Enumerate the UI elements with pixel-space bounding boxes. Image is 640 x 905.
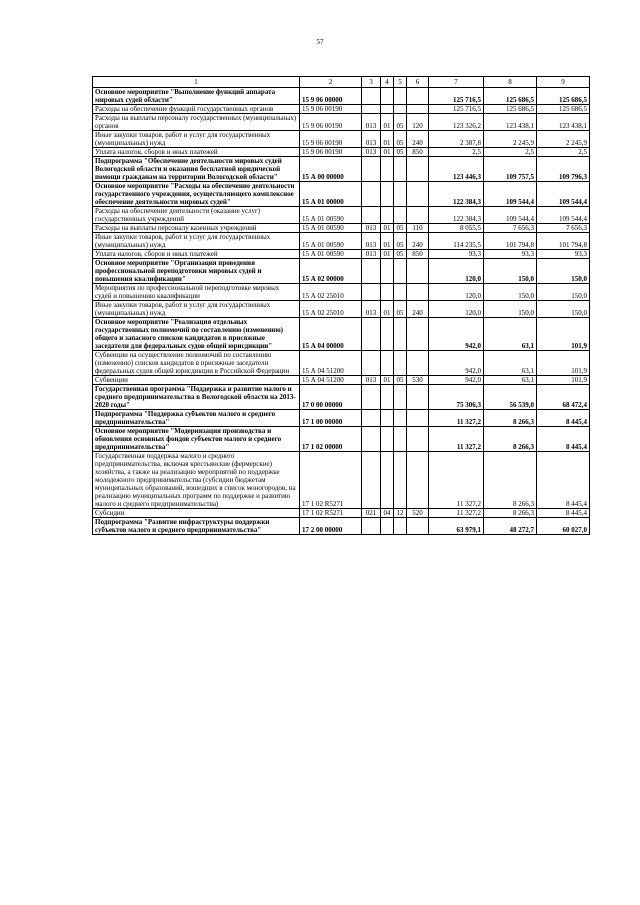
row-ministry-code bbox=[362, 182, 381, 207]
row-amount-col8: 7 656,3 bbox=[484, 224, 537, 233]
table-row bbox=[93, 427, 590, 452]
row-name: Субвенции на осуществление полномочий по составлению (изменению) списков кандидатов в присяжные заседатели федеральных судов общей юрисдикции в Российской Федерации bbox=[93, 351, 300, 376]
row-amount-col8: 2,5 bbox=[484, 148, 537, 157]
row-amount-col9: 109 544,4 bbox=[537, 182, 590, 207]
row-amount-col9: 93,3 bbox=[537, 250, 590, 259]
row-ministry-code bbox=[362, 318, 381, 351]
row-section-code: 01 bbox=[381, 301, 394, 318]
row-amount-col7: 114 235,5 bbox=[429, 233, 484, 250]
row-amount-col7: 942,0 bbox=[429, 376, 484, 385]
table-row bbox=[93, 105, 590, 114]
table-row bbox=[93, 284, 590, 301]
row-amount-col9: 150,0 bbox=[537, 259, 590, 284]
row-code: 15 А 04 00000 bbox=[300, 318, 362, 351]
row-expense-type-code bbox=[407, 518, 429, 535]
row-section-code: 01 bbox=[381, 376, 394, 385]
column-header: 4 bbox=[381, 77, 394, 88]
row-amount-col8: 109 757,5 bbox=[484, 157, 537, 182]
row-amount-col9: 125 686,5 bbox=[537, 88, 590, 105]
column-header: 5 bbox=[394, 77, 407, 88]
row-subsection-code bbox=[394, 351, 407, 376]
row-code: 15 9 06 00190 bbox=[300, 105, 362, 114]
row-code: 15 А 01 00590 bbox=[300, 250, 362, 259]
row-code: 15 А 01 00590 bbox=[300, 207, 362, 224]
row-amount-col9: 150,0 bbox=[537, 284, 590, 301]
row-name: Государственная поддержка малого и среднего предпринимательства, включая крестьянские (фермерские) хозяйства, а также на реализацию мероприятий по поддержке молодежного предпринимательства (субсидии бюджетам муниципальных образований, вошедших в список моногородов, на реализацию муниципальных программ по поддержке и развитию малого и среднего предпринимательства) bbox=[93, 452, 300, 509]
row-ministry-code bbox=[362, 259, 381, 284]
row-amount-col9: 8 445,4 bbox=[537, 410, 590, 427]
row-section-code bbox=[381, 284, 394, 301]
row-code: 15 А 04 51200 bbox=[300, 351, 362, 376]
row-code: 17 0 00 00000 bbox=[300, 385, 362, 410]
row-amount-col9: 123 438,1 bbox=[537, 114, 590, 131]
row-subsection-code bbox=[394, 427, 407, 452]
table-row bbox=[93, 157, 590, 182]
row-expense-type-code bbox=[407, 284, 429, 301]
row-expense-type-code bbox=[407, 182, 429, 207]
row-expense-type-code: 850 bbox=[407, 148, 429, 157]
row-code: 15 9 06 00190 bbox=[300, 114, 362, 131]
row-amount-col8: 2 245,9 bbox=[484, 131, 537, 148]
table-row bbox=[93, 376, 590, 385]
row-code: 15 А 02 25010 bbox=[300, 284, 362, 301]
row-expense-type-code: 850 bbox=[407, 250, 429, 259]
row-code: 17 1 02 00000 bbox=[300, 427, 362, 452]
row-amount-col9: 8 445,4 bbox=[537, 509, 590, 518]
table-row bbox=[93, 518, 590, 535]
row-subsection-code: 05 bbox=[394, 376, 407, 385]
row-ministry-code bbox=[362, 105, 381, 114]
row-amount-col9: 101,9 bbox=[537, 351, 590, 376]
row-name: Мероприятия по профессиональной переподготовке мировых судей и повышению квалификации bbox=[93, 284, 300, 301]
row-expense-type-code: 240 bbox=[407, 233, 429, 250]
column-header: 6 bbox=[407, 77, 429, 88]
row-section-code bbox=[381, 88, 394, 105]
row-amount-col7: 63 979,1 bbox=[429, 518, 484, 535]
row-subsection-code: 05 bbox=[394, 250, 407, 259]
row-amount-col7: 11 327,2 bbox=[429, 427, 484, 452]
row-amount-col7: 8 055,5 bbox=[429, 224, 484, 233]
row-code: 15 А 02 00000 bbox=[300, 259, 362, 284]
row-subsection-code bbox=[394, 284, 407, 301]
row-expense-type-code: 120 bbox=[407, 114, 429, 131]
row-name: Расходы на обеспечение деятельности (оказание услуг) государственных учреждений bbox=[93, 207, 300, 224]
row-amount-col8: 8 266,3 bbox=[484, 427, 537, 452]
row-amount-col7: 11 327,2 bbox=[429, 410, 484, 427]
row-code: 15 А 01 00590 bbox=[300, 224, 362, 233]
row-subsection-code: 12 bbox=[394, 509, 407, 518]
row-name: Субвенции bbox=[93, 376, 300, 385]
row-ministry-code bbox=[362, 207, 381, 224]
row-code: 17 2 00 00000 bbox=[300, 518, 362, 535]
row-amount-col9: 101,9 bbox=[537, 376, 590, 385]
row-name: Иные закупки товаров, работ и услуг для государственных (муниципальных) нужд bbox=[93, 233, 300, 250]
table-row bbox=[93, 351, 590, 376]
row-expense-type-code bbox=[407, 385, 429, 410]
row-ministry-code bbox=[362, 410, 381, 427]
row-name: Подпрограмма "Поддержка субъектов малого и среднего предпринимательства" bbox=[93, 410, 300, 427]
row-code: 15 А 00 00000 bbox=[300, 157, 362, 182]
row-amount-col9: 2,5 bbox=[537, 148, 590, 157]
row-ministry-code: 013 bbox=[362, 131, 381, 148]
column-header: 3 bbox=[362, 77, 381, 88]
row-amount-col8: 125 686,5 bbox=[484, 88, 537, 105]
row-section-code bbox=[381, 105, 394, 114]
row-code: 15 А 01 00000 bbox=[300, 182, 362, 207]
column-header: 2 bbox=[300, 77, 362, 88]
table-row bbox=[93, 385, 590, 410]
row-subsection-code: 05 bbox=[394, 301, 407, 318]
table-row bbox=[93, 509, 590, 518]
row-amount-col9: 150,0 bbox=[537, 301, 590, 318]
row-ministry-code: 013 bbox=[362, 148, 381, 157]
row-amount-col9: 109 544,4 bbox=[537, 207, 590, 224]
row-amount-col7: 2,5 bbox=[429, 148, 484, 157]
row-expense-type-code bbox=[407, 88, 429, 105]
row-amount-col8: 125 686,5 bbox=[484, 105, 537, 114]
row-section-code bbox=[381, 259, 394, 284]
row-expense-type-code bbox=[407, 207, 429, 224]
row-amount-col8: 56 539,0 bbox=[484, 385, 537, 410]
table-row bbox=[93, 148, 590, 157]
row-name: Основное мероприятие "Организация проведения профессиональной переподготовки мировых судей и повышения квалификации" bbox=[93, 259, 300, 284]
row-amount-col7: 123 326,2 bbox=[429, 114, 484, 131]
row-name: Иные закупки товаров, работ и услуг для государственных (муниципальных) нужд bbox=[93, 131, 300, 148]
row-expense-type-code: 520 bbox=[407, 509, 429, 518]
table-row bbox=[93, 88, 590, 105]
row-name: Основное мероприятие "Выполнение функций аппарата мировых судей области" bbox=[93, 88, 300, 105]
row-amount-col8: 150,0 bbox=[484, 284, 537, 301]
row-name: Уплата налогов, сборов и иных платежей bbox=[93, 250, 300, 259]
row-section-code: 01 bbox=[381, 131, 394, 148]
row-name: Расходы на выплаты персоналу государственных (муниципальных) органов bbox=[93, 114, 300, 131]
row-subsection-code: 05 bbox=[394, 114, 407, 131]
table-row bbox=[93, 233, 590, 250]
row-code: 15 А 01 00590 bbox=[300, 233, 362, 250]
table-row bbox=[93, 224, 590, 233]
row-amount-col7: 122 384,3 bbox=[429, 207, 484, 224]
table-row bbox=[93, 114, 590, 131]
row-section-code bbox=[381, 452, 394, 509]
row-ministry-code bbox=[362, 452, 381, 509]
table-row bbox=[93, 410, 590, 427]
table-body bbox=[93, 88, 590, 535]
row-amount-col9: 125 686,5 bbox=[537, 105, 590, 114]
row-name: Подпрограмма "Обеспечение деятельности мировых судей Вологодской области и оказания бесплатной юридической помощи гражданам на территории Вологодской области" bbox=[93, 157, 300, 182]
row-subsection-code bbox=[394, 385, 407, 410]
row-code: 15 А 04 51200 bbox=[300, 376, 362, 385]
row-ministry-code: 013 bbox=[362, 250, 381, 259]
row-code: 17 1 00 00000 bbox=[300, 410, 362, 427]
row-subsection-code: 05 bbox=[394, 224, 407, 233]
row-amount-col8: 8 266,3 bbox=[484, 509, 537, 518]
row-amount-col8: 63,1 bbox=[484, 376, 537, 385]
row-subsection-code bbox=[394, 157, 407, 182]
row-amount-col8: 109 544,4 bbox=[484, 207, 537, 224]
row-name: Иные закупки товаров, работ и услуг для государственных (муниципальных) нужд bbox=[93, 301, 300, 318]
row-amount-col7: 125 716,5 bbox=[429, 88, 484, 105]
row-expense-type-code bbox=[407, 351, 429, 376]
row-section-code: 01 bbox=[381, 233, 394, 250]
row-ministry-code bbox=[362, 88, 381, 105]
column-header: 7 bbox=[429, 77, 484, 88]
row-section-code: 01 bbox=[381, 148, 394, 157]
row-name: Субсидии bbox=[93, 509, 300, 518]
page-number: 57 bbox=[316, 38, 324, 46]
row-name: Расходы на обеспечение функций государственных органов bbox=[93, 105, 300, 114]
row-section-code bbox=[381, 318, 394, 351]
row-amount-col8: 93,3 bbox=[484, 250, 537, 259]
row-expense-type-code: 530 bbox=[407, 376, 429, 385]
row-ministry-code: 013 bbox=[362, 376, 381, 385]
row-name: Основное мероприятие "Расходы на обеспечение деятельности государственного учреждения, осуществляющего комплексное обеспечение деятельности мировых судей" bbox=[93, 182, 300, 207]
row-expense-type-code bbox=[407, 427, 429, 452]
row-ministry-code bbox=[362, 385, 381, 410]
row-section-code bbox=[381, 410, 394, 427]
row-section-code: 04 bbox=[381, 509, 394, 518]
row-section-code bbox=[381, 427, 394, 452]
row-amount-col8: 150,0 bbox=[484, 259, 537, 284]
row-amount-col7: 120,0 bbox=[429, 284, 484, 301]
table-row bbox=[93, 301, 590, 318]
table-row bbox=[93, 318, 590, 351]
row-amount-col7: 2 387,8 bbox=[429, 131, 484, 148]
row-section-code: 01 bbox=[381, 250, 394, 259]
row-amount-col7: 11 327,2 bbox=[429, 509, 484, 518]
row-amount-col8: 63,1 bbox=[484, 318, 537, 351]
row-subsection-code bbox=[394, 105, 407, 114]
row-amount-col7: 120,0 bbox=[429, 259, 484, 284]
row-name: Основное мероприятие "Модернизация производства и обновления основных фондов субъектов малого и среднего предпринимательства" bbox=[93, 427, 300, 452]
row-amount-col8: 123 438,1 bbox=[484, 114, 537, 131]
row-ministry-code: 013 bbox=[362, 224, 381, 233]
row-section-code bbox=[381, 157, 394, 182]
row-amount-col8: 150,0 bbox=[484, 301, 537, 318]
row-name: Основное мероприятие "Реализация отдельных государственных полномочий по составлению (изменению) общего и запасного списков кандидатов в присяжные заседатели для федеральных судов общей юрисдикции" bbox=[93, 318, 300, 351]
row-amount-col9: 7 656,3 bbox=[537, 224, 590, 233]
row-subsection-code bbox=[394, 207, 407, 224]
row-amount-col7: 93,3 bbox=[429, 250, 484, 259]
row-section-code bbox=[381, 182, 394, 207]
row-amount-col9: 8 445,4 bbox=[537, 427, 590, 452]
row-ministry-code: 013 bbox=[362, 301, 381, 318]
table-row bbox=[93, 131, 590, 148]
table-row bbox=[93, 182, 590, 207]
row-ministry-code: 013 bbox=[362, 233, 381, 250]
row-section-code bbox=[381, 385, 394, 410]
row-amount-col8: 48 272,7 bbox=[484, 518, 537, 535]
row-subsection-code bbox=[394, 318, 407, 351]
row-name: Уплата налогов, сборов и иных платежей bbox=[93, 148, 300, 157]
budget-table bbox=[92, 76, 590, 535]
row-amount-col9: 109 796,3 bbox=[537, 157, 590, 182]
row-subsection-code bbox=[394, 452, 407, 509]
row-code: 17 1 02 R5271 bbox=[300, 452, 362, 509]
row-subsection-code bbox=[394, 88, 407, 105]
row-amount-col9: 101,9 bbox=[537, 318, 590, 351]
row-expense-type-code: 110 bbox=[407, 224, 429, 233]
row-code: 17 1 02 R5271 bbox=[300, 509, 362, 518]
row-ministry-code bbox=[362, 351, 381, 376]
row-section-code bbox=[381, 351, 394, 376]
table-row bbox=[93, 452, 590, 509]
row-ministry-code: 021 bbox=[362, 509, 381, 518]
row-expense-type-code bbox=[407, 452, 429, 509]
table-row bbox=[93, 207, 590, 224]
row-amount-col8: 8 266,3 bbox=[484, 410, 537, 427]
row-expense-type-code bbox=[407, 318, 429, 351]
row-section-code bbox=[381, 207, 394, 224]
row-amount-col7: 942,0 bbox=[429, 351, 484, 376]
row-code: 15 9 06 00190 bbox=[300, 131, 362, 148]
row-amount-col7: 75 306,3 bbox=[429, 385, 484, 410]
row-amount-col9: 8 445,4 bbox=[537, 452, 590, 509]
row-subsection-code bbox=[394, 518, 407, 535]
row-expense-type-code bbox=[407, 410, 429, 427]
row-amount-col8: 109 544,4 bbox=[484, 182, 537, 207]
row-expense-type-code: 240 bbox=[407, 301, 429, 318]
row-name: Государственная программа "Поддержка и развитие малого и среднего предпринимательства в Вологодской области на 2013-2020 годы" bbox=[93, 385, 300, 410]
row-subsection-code: 05 bbox=[394, 233, 407, 250]
row-amount-col9: 101 794,8 bbox=[537, 233, 590, 250]
column-header: 8 bbox=[484, 77, 537, 88]
row-amount-col8: 101 794,8 bbox=[484, 233, 537, 250]
row-ministry-code bbox=[362, 157, 381, 182]
row-section-code: 01 bbox=[381, 114, 394, 131]
row-amount-col8: 63,1 bbox=[484, 351, 537, 376]
column-header: 9 bbox=[537, 77, 590, 88]
row-code: 15 9 06 00190 bbox=[300, 148, 362, 157]
row-amount-col7: 11 327,2 bbox=[429, 452, 484, 509]
row-expense-type-code bbox=[407, 157, 429, 182]
row-amount-col7: 123 446,3 bbox=[429, 157, 484, 182]
row-subsection-code: 05 bbox=[394, 131, 407, 148]
row-ministry-code bbox=[362, 427, 381, 452]
row-subsection-code bbox=[394, 259, 407, 284]
row-name: Расходы на выплаты персоналу казенных учреждений bbox=[93, 224, 300, 233]
table-row bbox=[93, 250, 590, 259]
row-expense-type-code: 240 bbox=[407, 131, 429, 148]
row-ministry-code bbox=[362, 518, 381, 535]
row-subsection-code bbox=[394, 182, 407, 207]
row-subsection-code: 05 bbox=[394, 148, 407, 157]
row-section-code bbox=[381, 518, 394, 535]
row-amount-col8: 8 266,3 bbox=[484, 452, 537, 509]
row-amount-col7: 942,0 bbox=[429, 318, 484, 351]
row-code: 15 А 02 25010 bbox=[300, 301, 362, 318]
row-subsection-code bbox=[394, 410, 407, 427]
row-amount-col7: 125 716,5 bbox=[429, 105, 484, 114]
row-expense-type-code bbox=[407, 105, 429, 114]
row-amount-col9: 60 027,0 bbox=[537, 518, 590, 535]
row-code: 15 9 06 00000 bbox=[300, 88, 362, 105]
row-name: Подпрограмма "Развитие инфраструктуры поддержки субъектов малого и среднего предпринимательства" bbox=[93, 518, 300, 535]
row-ministry-code: 013 bbox=[362, 114, 381, 131]
row-amount-col7: 122 384,3 bbox=[429, 182, 484, 207]
column-header: 1 bbox=[93, 77, 300, 88]
row-amount-col9: 68 472,4 bbox=[537, 385, 590, 410]
row-section-code: 01 bbox=[381, 224, 394, 233]
row-amount-col9: 2 245,9 bbox=[537, 131, 590, 148]
row-expense-type-code bbox=[407, 259, 429, 284]
row-ministry-code bbox=[362, 284, 381, 301]
row-amount-col7: 120,0 bbox=[429, 301, 484, 318]
table-row bbox=[93, 259, 590, 284]
table-header-row bbox=[93, 77, 590, 88]
